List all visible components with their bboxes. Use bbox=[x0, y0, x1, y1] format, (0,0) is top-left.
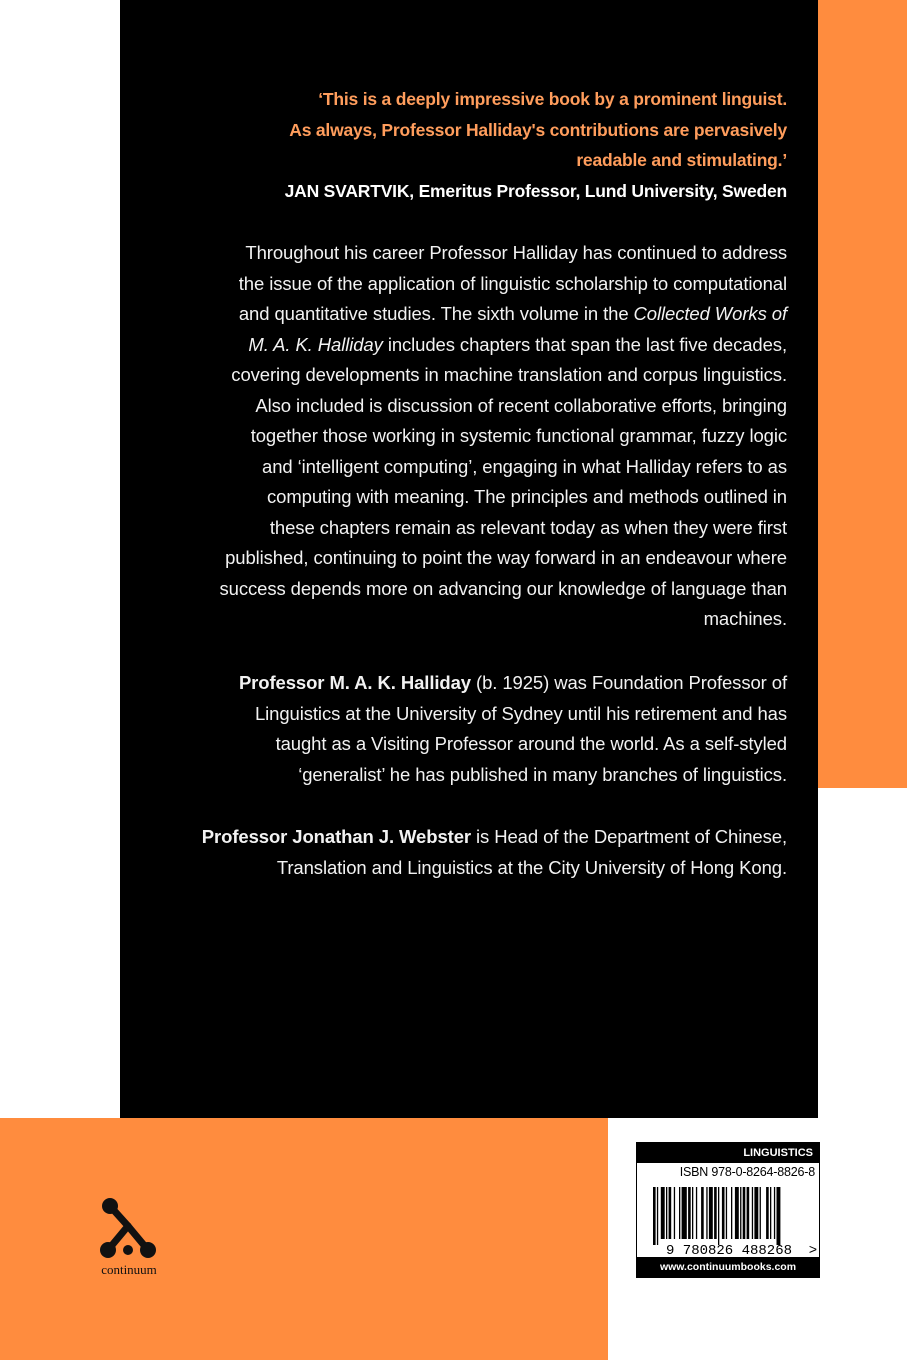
description-line: covering developments in machine translation and corpus linguistics. bbox=[231, 364, 787, 385]
description-line: and quantitative studies. The sixth volume in the Collected Works of bbox=[238, 303, 787, 324]
description-line: machines. bbox=[703, 608, 787, 629]
barcode-bar bbox=[726, 1187, 727, 1239]
bio-line: Professor Jonathan J. Webster is Head of the Department of Chinese, bbox=[201, 826, 787, 847]
barcode-bar bbox=[770, 1187, 771, 1239]
isbn-barcode-box bbox=[636, 1142, 820, 1278]
barcode-bar bbox=[774, 1187, 775, 1239]
barcode-bar bbox=[701, 1187, 704, 1239]
subject-category: LINGUISTICS bbox=[637, 1143, 819, 1163]
description-line: and ‘intelligent computing’, engaging in what Halliday refers to as bbox=[262, 455, 787, 477]
barcode-bar bbox=[735, 1187, 739, 1239]
author-name: Professor M. A. K. Halliday bbox=[238, 672, 471, 693]
barcode-bar bbox=[722, 1187, 725, 1239]
publisher-name: continuum bbox=[101, 1262, 157, 1277]
barcode-bar bbox=[669, 1187, 672, 1239]
barcode-bar bbox=[674, 1187, 675, 1239]
author-bio-halliday bbox=[155, 668, 787, 790]
description-line: success depends more on advancing our knowledge of language than bbox=[219, 577, 787, 599]
editor-name: Professor Jonathan J. Webster bbox=[201, 826, 471, 847]
bio-line: taught as a Visiting Professor around the world. As a self-styled bbox=[275, 733, 787, 754]
description-line: computing with meaning. The principles and methods outlined in bbox=[267, 486, 787, 507]
barcode-bar bbox=[657, 1187, 658, 1245]
barcode-bar bbox=[760, 1187, 761, 1239]
barcode-bar bbox=[679, 1187, 680, 1239]
bio-line: ‘generalist’ he has published in many branches of linguistics. bbox=[298, 763, 787, 785]
editor-bio-webster bbox=[155, 822, 787, 883]
series-title: M. A. K. Halliday bbox=[248, 333, 383, 355]
barcode-bar bbox=[688, 1187, 691, 1239]
quote-attribution: JAN SVARTVIK, Emeritus Professor, Lund University, Sweden bbox=[284, 180, 787, 201]
barcode-bar bbox=[714, 1187, 717, 1239]
publisher-website: www.continuumbooks.com bbox=[637, 1257, 819, 1277]
description-line: Throughout his career Professor Halliday has continued to address bbox=[245, 242, 787, 263]
barcode bbox=[637, 1183, 819, 1257]
barcode-bar bbox=[743, 1187, 746, 1239]
series-title: Collected Works of bbox=[633, 303, 787, 324]
description-line: the issue of the application of linguistic scholarship to computational bbox=[238, 272, 787, 294]
barcode-bar bbox=[718, 1187, 719, 1245]
barcode-bar bbox=[754, 1187, 758, 1239]
quote-line: As always, Professor Halliday's contributions are pervasively bbox=[289, 119, 787, 140]
barcode-bar bbox=[682, 1187, 687, 1239]
barcode-bar bbox=[752, 1187, 753, 1239]
bio-line: Translation and Linguistics at the City University of Hong Kong. bbox=[276, 856, 787, 878]
barcode-bar bbox=[740, 1187, 741, 1239]
orange-accent-right bbox=[818, 0, 907, 788]
description-line: Also included is discussion of recent collaborative efforts, bringing bbox=[255, 394, 787, 416]
description-line: published, continuing to point the way forward in an endeavour where bbox=[225, 547, 787, 568]
barcode-digits: 9 780826 488268 bbox=[665, 1243, 793, 1257]
barcode-bar bbox=[709, 1187, 713, 1239]
barcode-bar bbox=[706, 1187, 707, 1239]
description-line: M. A. K. Halliday includes chapters that span the last five decades, bbox=[248, 333, 787, 355]
description-line: these chapters remain as relevant today as when they were first bbox=[269, 516, 787, 538]
barcode-bar bbox=[692, 1187, 693, 1239]
quote-line: ‘This is a deeply impressive book by a prominent linguist. bbox=[318, 89, 787, 109]
barcode-bar bbox=[766, 1187, 769, 1239]
book-description bbox=[155, 238, 787, 635]
bio-line: Linguistics at the University of Sydney until his retirement and has bbox=[254, 702, 787, 724]
bio-line: Professor M. A. K. Halliday (b. 1925) was Foundation Professor of bbox=[238, 672, 787, 693]
barcode-bar bbox=[696, 1187, 697, 1239]
barcode-bar bbox=[653, 1187, 656, 1245]
barcode-bar bbox=[661, 1187, 665, 1239]
review-quote bbox=[155, 84, 787, 206]
barcode-bar bbox=[777, 1187, 781, 1245]
barcode-bar bbox=[666, 1187, 667, 1239]
description-line: together those working in systemic functional grammar, fuzzy logic bbox=[250, 425, 787, 446]
isbn-number: ISBN 978-0-8264-8826-8 bbox=[679, 1165, 815, 1179]
barcode-bar bbox=[747, 1187, 750, 1239]
barcode-bar bbox=[731, 1187, 732, 1239]
quote-line: readable and stimulating.’ bbox=[576, 150, 787, 170]
barcode-end-marker: > bbox=[808, 1243, 818, 1257]
